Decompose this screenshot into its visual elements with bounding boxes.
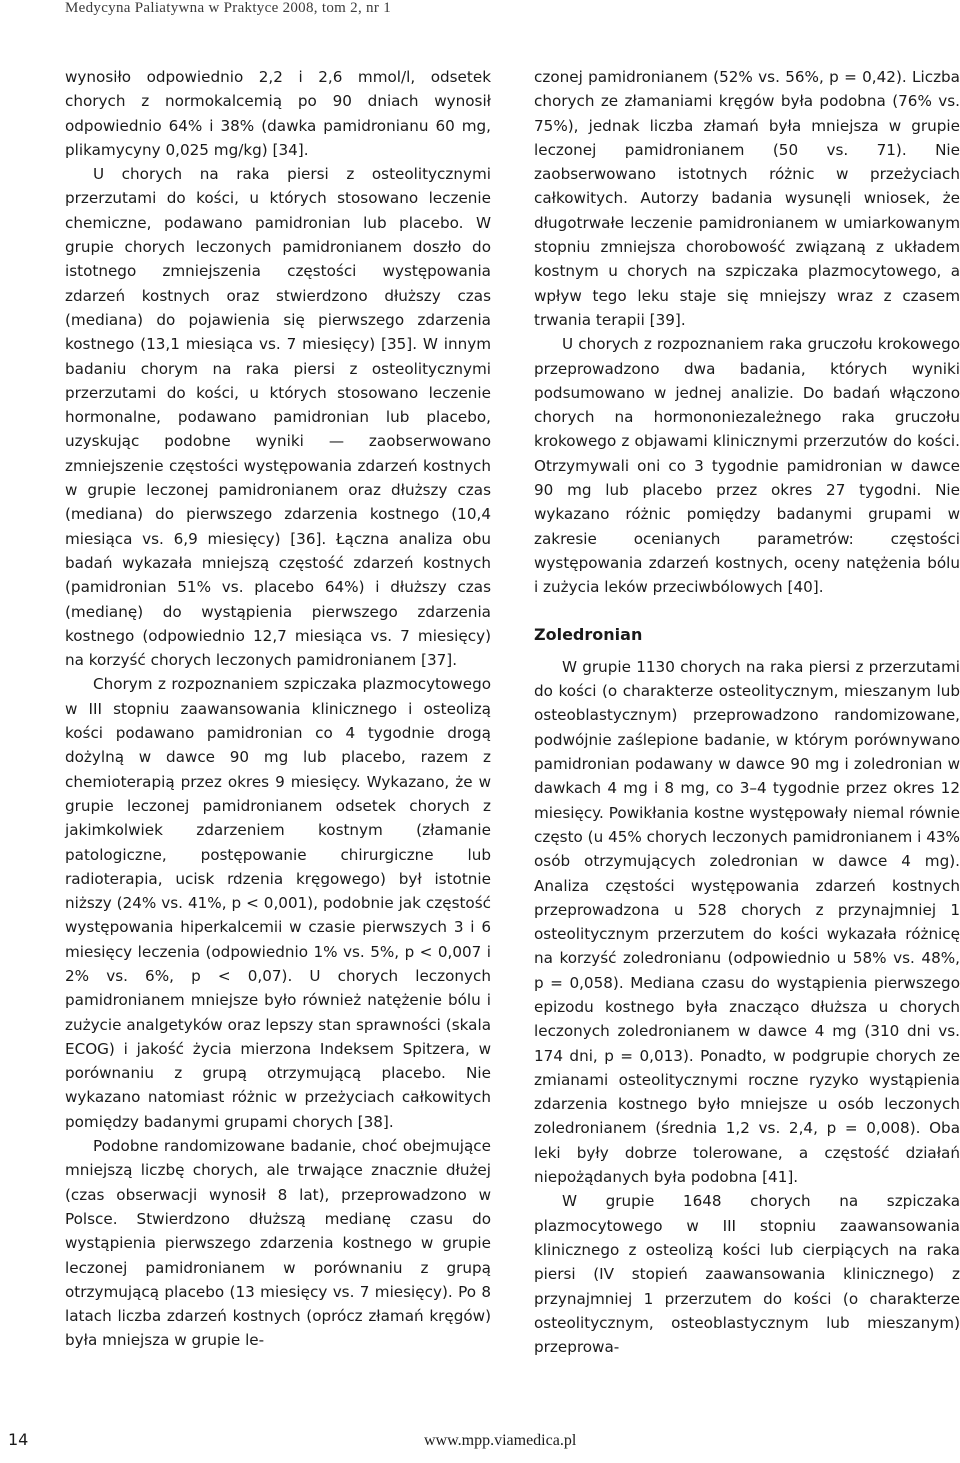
paragraph: czonej pamidronianem (52% vs. 56%, p = 0,42). Liczba chorych ze złamaniami kręgów była podobna (76% vs. 75%), jednak liczba złamań była mniejsza w grupie leczonej pamidronianem (50 vs. 71). Nie zaobserwowano istotnych różnic w przeżyciach całkowitych. Autorzy badania wysunęli wniosek, że długotrwałe leczenie pamidronianem w umiarkowanym stopniu zmniejsza chorobowość związaną z układem kostnym u chorych na szpiczaka plazmocytowego, a wpływ tego leku staje się mniejszy wraz z czasem trwania terapii [39]. <box>534 68 960 329</box>
left-column <box>65 65 491 1353</box>
paragraph: wynosiło odpowiednio 2,2 i 2,6 mmol/l, odsetek chorych z normokalcemią po 90 dniach wynosił odpowiednio 64% i 38% (dawka pamidronianu 60 mg, plikamycyny 0,025 mg/kg) [34]. <box>65 68 491 159</box>
page-number: 14 <box>8 1430 29 1449</box>
running-head: Medycyna Paliatywna w Praktyce 2008, tom 2, nr 1 <box>65 0 392 16</box>
paragraph: Chorym z rozpoznaniem szpiczaka plazmocytowego w III stopniu zaawansowania klinicznego i osteolizą kości podawano pamidronian co 4 tygodnie drogą dożylną w dawce 90 mg lub placebo, razem z chemioterapią przez okres 9 miesięcy. Wykazano, że w grupie leczonej pamidronianem odsetek chorych z jakimkolwiek zdarzeniem kostnym (złamanie patologiczne, postępowanie chirurgiczne lub radioterapia, ucisk rdzenia kręgowego) był istotnie niższy (24% vs. 41%, p < 0,001), podobnie jak częstość występowania hiperkalcemii w czasie pierwszych 3 i 6 miesięcy leczenia (odpowiednio 1% vs. 5%, p < 0,007 i 2% vs. 6%, p < 0,07). U chorych leczonych pamidronianem mniejsze było również natężenie bólu i zużycie analgetyków oraz lepszy stan sprawności (skala ECOG) i jakość życia mierzona Indeksem Spitzera, w porównaniu z grupą otrzymującą placebo. Nie wykazano natomiast różnic w przeżyciach całkowitych pomiędzy badanymi grupami chorych [38]. <box>65 675 491 1131</box>
paragraph: U chorych na raka piersi z osteolitycznymi przerzutami do kości, u których stosowano leczenie chemiczne, podawano pamidronian lub placebo. W grupie chorych leczonych pamidronianem doszło do istotnego zmniejszenia częstości występowania zdarzeń kostnych oraz stwierdzono dłuższy czas (mediana) do pojawienia się pierwszego zdarzenia kostnego (13,1 miesiąca vs. 7 miesięcy) [35]. W innym badaniu chorym na raka piersi z osteolitycznymi przerzutami do kości, u których stosowano leczenie hormonalne, podawano pamidronian lub placebo, uzyskując podobne wyniki — zaobserwowano zmniejszenie częstości występowania zdarzeń kostnych w grupie leczonej pamidronianem oraz dłuższy czas (mediana) do pierwszego zdarzenia kostnego (10,4 miesiąca vs. 6,9 miesięcy) [36]. Łączna analiza obu badań wykazała mniejszą częstość zdarzeń kostnych (pamidronian 51% vs. placebo 64%) i dłuższy czas (medianę) do wystąpienia pierwszego zdarzenia kostnego (odpowiednio 12,7 miesiąca vs. 7 miesięcy) na korzyść chorych leczonych pamidronianem [37]. <box>65 165 491 670</box>
paragraph: U chorych z rozpoznaniem raka gruczołu krokowego przeprowadzono dwa badania, których wyniki podsumowano w jednej analizie. Do badań włączono chorych na hormononiezależnego raka gruczołu krokowego z objawami klinicznymi przerzutów do kości. Otrzymywali oni co 3 tygodnie pamidronian w dawce 90 mg lub placebo przez okres 27 tygodni. Nie wykazano różnic pomiędzy badanymi grupami w zakresie ocenianych parametrów: częstości występowania zdarzeń kostnych, oceny natężenia bólu i zużycia leków przeciwbólowych [40]. <box>534 335 960 597</box>
paragraph: Podobne randomizowane badanie, choć obejmujące mniejszą liczbę chorych, ale trwające znacznie dłużej (czas obserwacji wynosił 8 lat), przeprowadzono w Polsce. Stwierdzono dłuższą medianę czasu do wystąpienia pierwszego zdarzenia kostnego w grupie leczonej pamidronianem w porównaniu z grupą otrzymującą placebo (13 miesięcy vs. 7 miesięcy). Po 8 latach liczba zdarzeń kostnych (oprócz złamań kręgów) była mniejsza w grupie le- <box>65 1137 491 1350</box>
right-column <box>534 65 960 1359</box>
paragraph: W grupie 1648 chorych na szpiczaka plazmocytowego w III stopniu zaawansowania klinicznego z osteolizą kości lub cierpiących na raka piersi (IV stopień zaawansowania klinicznego) z przynajmniej 1 przerzutem do kości (o charakterze osteolitycznym, osteoblastycznym lub mieszanym) przeprowa- <box>534 1192 960 1357</box>
paragraph: W grupie 1130 chorych na raka piersi z przerzutami do kości (o charakterze osteolitycznym, mieszanym lub osteoblastycznym) przeprowadzono randomizowane, podwójnie zaślepione badanie, w którym porównywano pamidronian podawany w dawce 90 mg i zoledronian w dawkach 4 mg i 8 mg, co 3–4 tygodnie przez okres 12 miesięcy. Powikłania kostne występowały niemal równie często (u 45% chorych leczonych pamidronianem i 43% osób otrzymujących zoledronian w dawce 4 mg). Analiza częstości występowania zdarzeń kostnych przeprowadzona u 528 chorych z przynajmniej 1 osteolitycznym przerzutem do kości wykazała różnicę na korzyść zoledronianu (odpowiednio u 58% vs. 48%, p = 0,058). Mediana czasu do wystąpienia pierwszego epizodu kostnego była znacząco dłuższa u chorych leczonych zoledronianem w dawce 4 mg (310 dni vs. 174 dni, p = 0,013). Ponadto, w podgrupie chorych ze zmianami osteolitycznymi roczne ryzyko wystąpienia zdarzenia kostnego było mniejsze u osób leczonych zoledronianem (średnia 1,2 vs. 2,4, p = 0,008). Oba leki były dobrze tolerowane, a częstość działań niepożądanych była podobna [41]. <box>534 657 960 1187</box>
section-heading: Zoledronian <box>534 624 643 644</box>
footer-url[interactable]: www.mpp.viamedica.pl <box>424 1432 577 1449</box>
